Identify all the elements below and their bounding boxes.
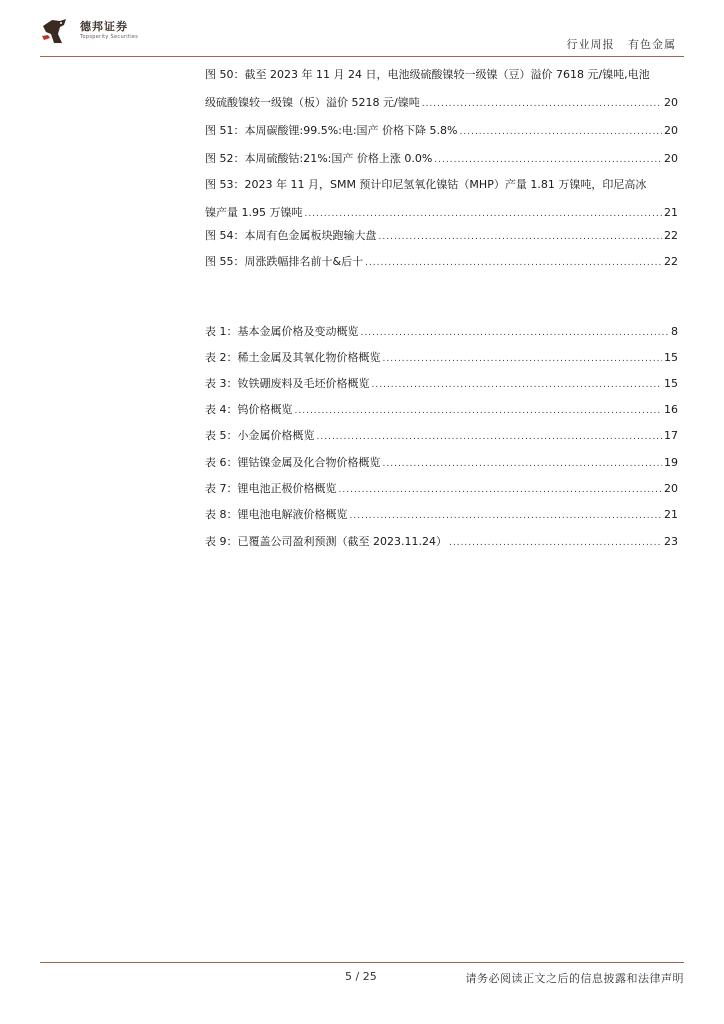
dot-leader (339, 483, 663, 497)
toc-entry-text: 级硫酸镍较一级镍（板）溢价 5218 元/镍吨 (205, 96, 420, 109)
toc-entry-page: 22 (664, 229, 678, 242)
toc-entry-text: 表 8：锂电池电解液价格概览 (205, 508, 348, 521)
toc-entry-table3[interactable] (205, 377, 678, 391)
toc-entry-page: 20 (664, 124, 678, 137)
toc-entry-fig53[interactable] (205, 178, 678, 220)
toc-entry-table1[interactable] (205, 325, 678, 339)
toc-entry-text: 图 52：本周硫酸钴:21%:国产 价格上涨 0.0% (205, 152, 433, 165)
toc-entry-page: 16 (664, 403, 678, 416)
toc-entry-table6[interactable] (205, 456, 678, 470)
dot-leader (372, 378, 663, 392)
dot-leader (422, 97, 662, 111)
toc-entry-page: 17 (664, 429, 678, 442)
toc-entry-page: 20 (664, 152, 678, 165)
logo-horse-icon (40, 16, 70, 46)
toc-entry-page: 22 (664, 255, 678, 268)
toc-entry-table5[interactable] (205, 429, 678, 443)
dot-leader (434, 153, 662, 167)
toc-entry-text-line1: 图 53：2023 年 11 月，SMM 预计印尼氢氧化镍钴（MHP）产量 1.81 万镍吨，印尼高冰 (205, 178, 647, 191)
toc-entry-fig55[interactable] (205, 255, 678, 269)
page-header (40, 14, 684, 54)
toc-entry-text: 表 5：小金属价格概览 (205, 429, 315, 442)
dot-leader (449, 536, 662, 550)
dot-leader (350, 509, 663, 523)
toc-entry-page: 19 (664, 456, 678, 469)
toc-entry-text: 表 4：钨价格概览 (205, 403, 293, 416)
toc-entry-text: 表 1：基本金属价格及变动概览 (205, 325, 359, 338)
toc-entry-page: 21 (664, 206, 678, 219)
toc-entry-text: 表 2：稀土金属及其氧化物价格概览 (205, 351, 381, 364)
toc-entry-fig50[interactable] (205, 68, 678, 110)
toc-entry-table8[interactable] (205, 508, 678, 522)
toc-entry-table7[interactable] (205, 482, 678, 496)
toc-entry-text-line1: 图 50：截至 2023 年 11 月 24 日，电池级硫酸镍较一级镍（豆）溢价 7618 元/镍吨,电池 (205, 68, 650, 81)
report-type: 行业周报 (566, 38, 615, 51)
dot-leader (365, 256, 662, 270)
page-number: 5 / 25 (345, 970, 377, 983)
toc-entry-fig52[interactable] (205, 152, 678, 166)
logo-english-name: Topsperity Securities (80, 34, 139, 40)
header-divider (40, 56, 684, 57)
dot-leader (460, 125, 663, 139)
toc-entry-page: 23 (664, 535, 678, 548)
toc-entry-text: 图 55：周涨跌幅排名前十&后十 (205, 255, 364, 268)
toc-entry-table9[interactable] (205, 535, 678, 549)
toc-entry-text: 表 3：钕铁硼废料及毛坯价格概览 (205, 377, 370, 390)
toc-entry-page: 8 (671, 325, 678, 338)
toc-entry-page: 20 (664, 96, 678, 109)
toc-entry-table2[interactable] (205, 351, 678, 365)
toc-entry-fig54[interactable] (205, 229, 678, 243)
toc-entry-text: 表 9：已覆盖公司盈利预测（截至 2023.11.24） (205, 535, 447, 548)
dot-leader (317, 430, 663, 444)
dot-leader (295, 404, 663, 418)
dot-leader (383, 457, 663, 471)
dot-leader (305, 207, 663, 221)
toc-entry-text: 图 51：本周碳酸锂:99.5%:电:国产 价格下降 5.8% (205, 124, 458, 137)
toc-entry-text: 表 7：锂电池正极价格概览 (205, 482, 337, 495)
company-logo (40, 14, 140, 46)
toc-entry-text: 镍产量 1.95 万镍吨 (205, 206, 303, 219)
toc-entry-page: 21 (664, 508, 678, 521)
report-category (567, 36, 677, 52)
footer-divider (40, 962, 684, 963)
toc-entry-fig51[interactable] (205, 124, 678, 138)
toc-entry-table4[interactable] (205, 403, 678, 417)
logo-chinese-name: 德邦证券 (80, 20, 128, 33)
legal-disclaimer: 请务必阅读正文之后的信息披露和法律声明 (465, 972, 684, 985)
dot-leader (361, 326, 670, 340)
toc-entry-page: 20 (664, 482, 678, 495)
toc-entry-page: 15 (664, 351, 678, 364)
dot-leader (383, 352, 663, 366)
toc-entry-text: 图 54：本周有色金属板块跑输大盘 (205, 229, 377, 242)
sector-name: 有色金属 (628, 38, 676, 51)
dot-leader (379, 230, 663, 244)
toc-entry-text: 表 6：锂钴镍金属及化合物价格概览 (205, 456, 381, 469)
toc-entry-page: 15 (664, 377, 678, 390)
